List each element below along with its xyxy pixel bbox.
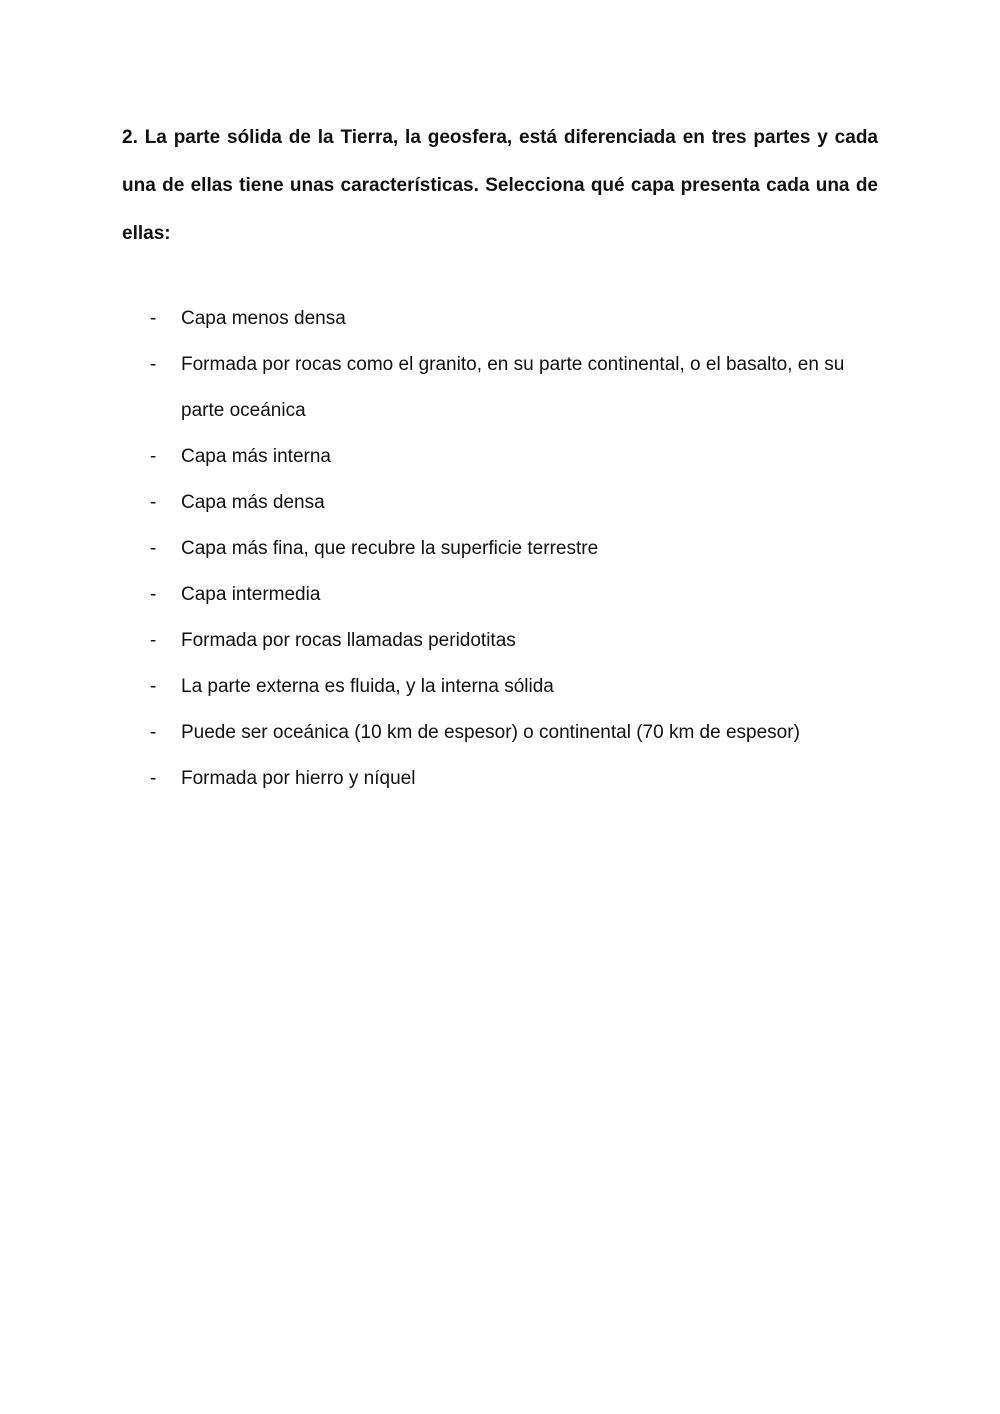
- list-bullet: -: [150, 446, 157, 467]
- list-item: [150, 434, 890, 480]
- list-bullet: -: [150, 768, 157, 789]
- list-item-text: Capa menos densa: [181, 308, 346, 329]
- list-bullet: -: [150, 630, 157, 651]
- list-item: [150, 618, 890, 664]
- list-bullet: -: [150, 538, 157, 559]
- list-item: [150, 664, 890, 710]
- list-bullet: -: [150, 492, 157, 513]
- list-item-text: Capa más interna: [181, 446, 331, 467]
- list-item-text: Capa intermedia: [181, 584, 321, 605]
- list-bullet: -: [150, 308, 157, 329]
- characteristics-list: [150, 296, 890, 802]
- list-bullet: -: [150, 676, 157, 697]
- list-item: [150, 480, 890, 526]
- list-item-text: Capa más densa: [181, 492, 325, 513]
- list-item-text: Puede ser oceánica (10 km de espesor) o continental (70 km de espesor): [181, 722, 800, 743]
- list-item: [150, 296, 890, 342]
- list-item: [150, 526, 890, 572]
- list-item: [150, 756, 890, 802]
- list-bullet: -: [150, 722, 157, 743]
- list-item-text: Formada por rocas llamadas peridotitas: [181, 630, 516, 651]
- list-item: [150, 710, 890, 756]
- list-bullet: -: [150, 354, 157, 375]
- list-item-text: Capa más fina, que recubre la superficie terrestre: [181, 538, 599, 559]
- list-bullet: -: [150, 584, 157, 605]
- question-heading: 2. La parte sólida de la Tierra, la geosfera, está diferenciada en tres partes y cada una de ellas tiene unas características. Selecciona qué capa presenta cada una de ellas:: [122, 127, 878, 244]
- list-item-text: La parte externa es fluida, y la interna sólida: [181, 676, 554, 697]
- list-item-text: Formada por rocas como el granito, en su parte continental, o el basalto, en su parte oceánica: [181, 354, 845, 421]
- list-item: [150, 572, 890, 618]
- list-item-text: Formada por hierro y níquel: [181, 768, 416, 789]
- list-item: [150, 342, 890, 434]
